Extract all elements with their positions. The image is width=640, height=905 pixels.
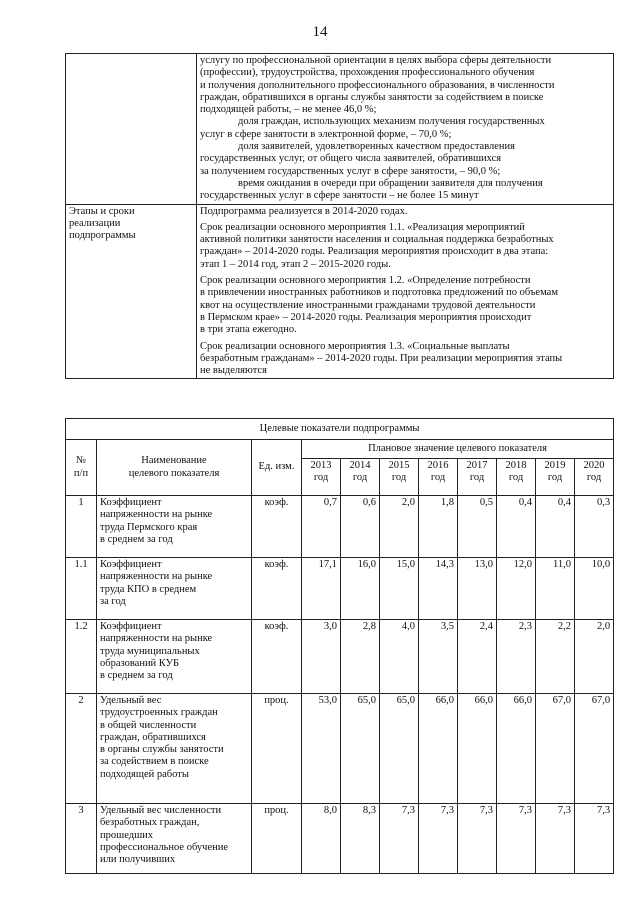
value-cell: 67,0 bbox=[575, 694, 614, 804]
col-unit-header: Ед. изм. bbox=[252, 440, 302, 496]
value-cell: 67,0 bbox=[536, 694, 575, 804]
value-cell: 2,0 bbox=[575, 620, 614, 694]
row-number: 1 bbox=[66, 496, 97, 558]
col-planned-header: Плановое значение целевого показателя bbox=[302, 440, 614, 459]
value-cell: 7,3 bbox=[380, 804, 419, 874]
value-cell: 2,0 bbox=[380, 496, 419, 558]
value-cell: 2,3 bbox=[497, 620, 536, 694]
stages-line: Срок реализации основного мероприятия 1.2. «Определение потребности bbox=[200, 275, 531, 287]
value-cell: 16,0 bbox=[341, 558, 380, 620]
indicator-name-line: за год bbox=[100, 595, 126, 607]
value-cell: 12,0 bbox=[497, 558, 536, 620]
stages-label-line: реализации bbox=[69, 217, 121, 229]
indicator-name-line: труда КПО в среднем bbox=[100, 583, 197, 595]
year-header bbox=[302, 459, 341, 496]
value-cell: 0,3 bbox=[575, 496, 614, 558]
value-cell: 1,8 bbox=[419, 496, 458, 558]
stages-line: активной политики занятости населения и социальная поддержка безработных bbox=[200, 234, 554, 246]
year-header bbox=[380, 459, 419, 496]
stages-line: в Пермском крае» – 2014-2020 годы. Реализация мероприятия происходит bbox=[200, 311, 532, 323]
indicator-name-line: Удельный вес численности bbox=[100, 805, 222, 816]
year-suffix: год bbox=[547, 472, 563, 484]
value-cell: 8,0 bbox=[302, 804, 341, 874]
indicator-name-line: в среднем за год bbox=[100, 670, 173, 682]
stages-line: в три этапа ежегодно. bbox=[200, 324, 297, 336]
unit-cell: проц. bbox=[252, 694, 302, 804]
value-cell: 2,8 bbox=[341, 620, 380, 694]
indicator-name-line: Коэффициент bbox=[100, 559, 162, 570]
goal-line: и получения дополнительного профессионального образования, в численности bbox=[200, 79, 555, 91]
indicator-name-line: подходящей работы bbox=[100, 768, 189, 780]
unit-cell: проц. bbox=[252, 804, 302, 874]
section-title-row bbox=[66, 419, 614, 440]
indicator-name-line: Коэффициент bbox=[100, 621, 162, 632]
year-suffix: год bbox=[391, 472, 407, 484]
stages-line: безработным гражданам» – 2014-2020 годы. При реализации мероприятия этапы bbox=[200, 352, 563, 364]
value-cell: 14,3 bbox=[419, 558, 458, 620]
stages-line: Срок реализации основного мероприятия 1.1. «Реализация мероприятий bbox=[200, 221, 525, 233]
unit-cell: коэф. bbox=[252, 620, 302, 694]
indicator-name bbox=[97, 620, 252, 694]
indicator-name-line: или получивших bbox=[100, 854, 176, 866]
indicator-name-line: труда муниципальных bbox=[100, 645, 200, 657]
indicator-name-line: в общей численности bbox=[100, 719, 197, 731]
col-no-line: п/п bbox=[73, 467, 89, 479]
year-value: 2019 bbox=[544, 460, 566, 471]
value-cell: 66,0 bbox=[419, 694, 458, 804]
value-cell: 3,5 bbox=[419, 620, 458, 694]
year-suffix: год bbox=[586, 472, 602, 484]
stages-line: этап 1 – 2014 год, этап 2 – 2015-2020 годы. bbox=[200, 258, 391, 270]
value-cell: 0,5 bbox=[458, 496, 497, 558]
year-value: 2016 bbox=[427, 460, 449, 471]
value-cell: 0,7 bbox=[302, 496, 341, 558]
indicator-name-line: напряженности на рынке bbox=[100, 633, 213, 645]
value-cell: 10,0 bbox=[575, 558, 614, 620]
row-number: 3 bbox=[66, 804, 97, 874]
value-cell: 7,3 bbox=[536, 804, 575, 874]
table-row bbox=[66, 804, 614, 874]
value-cell: 7,3 bbox=[458, 804, 497, 874]
stages-line: в привлечении иностранных работников и подготовка предложений по объемам bbox=[200, 287, 558, 299]
value-cell: 53,0 bbox=[302, 694, 341, 804]
value-cell: 7,3 bbox=[419, 804, 458, 874]
year-value: 2014 bbox=[349, 460, 371, 471]
year-header bbox=[536, 459, 575, 496]
indicator-name-line: прошедших bbox=[100, 829, 154, 841]
stages-line: Срок реализации основного мероприятия 1.3. «Социальные выплаты bbox=[200, 340, 510, 352]
indicator-name-line: труда Пермского края bbox=[100, 521, 198, 533]
year-header bbox=[419, 459, 458, 496]
stages-line: квот на осуществление иностранными гражданами трудовой деятельности bbox=[200, 299, 536, 311]
value-cell: 17,1 bbox=[302, 558, 341, 620]
year-header bbox=[341, 459, 380, 496]
value-cell: 15,0 bbox=[380, 558, 419, 620]
goal-line: подходящей работы, – не менее 46,0 %; bbox=[200, 104, 377, 116]
page-number: 14 bbox=[312, 24, 328, 40]
value-cell: 3,0 bbox=[302, 620, 341, 694]
value-cell: 2,2 bbox=[536, 620, 575, 694]
header-row bbox=[66, 440, 614, 459]
indicator-name-line: безработных граждан, bbox=[100, 817, 200, 829]
year-value: 2018 bbox=[505, 460, 527, 471]
indicator-name-line: Удельный вес bbox=[100, 695, 162, 706]
goal-line: услуг в сфере занятости в электронной форме, – 70,0 %; bbox=[200, 128, 452, 140]
indicator-name-line: Коэффициент bbox=[100, 497, 162, 508]
section-title: Целевые показатели подпрограммы bbox=[66, 419, 614, 440]
value-cell: 66,0 bbox=[497, 694, 536, 804]
table-row bbox=[66, 694, 614, 804]
stages-text-cell bbox=[197, 204, 614, 379]
passport-table bbox=[65, 53, 614, 379]
value-cell: 65,0 bbox=[380, 694, 419, 804]
indicator-name-line: напряженности на рынке bbox=[100, 509, 213, 521]
goal-line: время ожидания в очереди при обращении заявителя для получения bbox=[238, 177, 543, 189]
year-suffix: год bbox=[430, 472, 446, 484]
year-value: 2015 bbox=[388, 460, 410, 471]
indicator-name bbox=[97, 496, 252, 558]
col-name-line: целевого показателя bbox=[128, 467, 220, 479]
col-name-header bbox=[97, 440, 252, 496]
goal-line: государственных услуг, от общего числа заявителей, обратившихся bbox=[200, 153, 502, 165]
indicator-name bbox=[97, 694, 252, 804]
indicator-name-line: за содействием в поиске bbox=[100, 756, 209, 768]
indicator-name bbox=[97, 558, 252, 620]
value-cell: 8,3 bbox=[341, 804, 380, 874]
goal-line: услугу по профессиональной ориентации в целях выбора сферы деятельности bbox=[200, 55, 552, 66]
stages-line: Подпрограмма реализуется в 2014-2020 годах. bbox=[200, 205, 408, 217]
value-cell: 66,0 bbox=[458, 694, 497, 804]
indicator-name-line: образований КУБ bbox=[100, 657, 180, 669]
indicator-name bbox=[97, 804, 252, 874]
year-header bbox=[458, 459, 497, 496]
table-row bbox=[66, 620, 614, 694]
value-cell: 7,3 bbox=[575, 804, 614, 874]
indicator-name-line: в среднем за год bbox=[100, 533, 173, 545]
col-no-header bbox=[66, 440, 97, 496]
year-suffix: год bbox=[313, 472, 329, 484]
indicator-name-line: в органы службы занятости bbox=[100, 744, 224, 756]
value-cell: 11,0 bbox=[536, 558, 575, 620]
indicators-table bbox=[65, 418, 614, 874]
value-cell: 65,0 bbox=[341, 694, 380, 804]
unit-cell: коэф. bbox=[252, 558, 302, 620]
stages-label-line: Этапы и сроки bbox=[69, 205, 135, 217]
stages-line: не выделяются bbox=[200, 365, 267, 377]
year-suffix: год bbox=[508, 472, 524, 484]
value-cell: 13,0 bbox=[458, 558, 497, 620]
row-number: 1.1 bbox=[66, 558, 97, 620]
value-cell: 0,6 bbox=[341, 496, 380, 558]
indicator-name-line: профессиональное обучение bbox=[100, 841, 228, 853]
year-header bbox=[575, 459, 614, 496]
row-number: 1.2 bbox=[66, 620, 97, 694]
col-no-line: № bbox=[75, 455, 87, 467]
value-cell: 0,4 bbox=[536, 496, 575, 558]
stages-label-cell bbox=[66, 204, 197, 379]
value-cell: 0,4 bbox=[497, 496, 536, 558]
value-cell: 4,0 bbox=[380, 620, 419, 694]
goal-line: доля заявителей, удовлетворенных качеством предоставления bbox=[238, 141, 515, 153]
year-suffix: год bbox=[352, 472, 368, 484]
indicator-name-line: трудоустроенных граждан bbox=[100, 707, 218, 719]
unit-cell: коэф. bbox=[252, 496, 302, 558]
goal-label-cell bbox=[66, 54, 197, 205]
stages-line: граждан» – 2014-2020 годы. Реализация мероприятия происходит в два этапа: bbox=[200, 246, 549, 258]
value-cell: 2,4 bbox=[458, 620, 497, 694]
goal-row bbox=[66, 54, 614, 205]
goal-line: государственных услуг в сфере занятости – не более 15 минут bbox=[200, 190, 479, 202]
year-value: 2017 bbox=[466, 460, 488, 471]
goal-text-cell bbox=[197, 54, 614, 205]
goal-line: доля граждан, использующих механизм получения государственных bbox=[238, 116, 545, 128]
col-name-line: Наименование bbox=[141, 455, 207, 467]
goal-line: (профессии), трудоустройства, прохождения профессионального обучения bbox=[200, 67, 535, 79]
value-cell: 7,3 bbox=[497, 804, 536, 874]
indicator-rows bbox=[66, 496, 614, 874]
year-header bbox=[497, 459, 536, 496]
table-row bbox=[66, 558, 614, 620]
goal-line: за получением государственных услуг в сфере занятости, – 90,0 %; bbox=[200, 165, 501, 177]
indicator-name-line: напряженности на рынке bbox=[100, 571, 213, 583]
stages-row bbox=[66, 204, 614, 379]
goal-line: граждан, обратившихся в органы службы занятости за содействием в поиске bbox=[200, 91, 544, 103]
indicator-name-line: граждан, обратившихся bbox=[100, 731, 206, 743]
stages-label-line: подпрограммы bbox=[69, 230, 136, 242]
year-suffix: год bbox=[469, 472, 485, 484]
year-value: 2013 bbox=[310, 460, 332, 471]
row-number: 2 bbox=[66, 694, 97, 804]
table-row bbox=[66, 496, 614, 558]
year-value: 2020 bbox=[583, 460, 605, 471]
